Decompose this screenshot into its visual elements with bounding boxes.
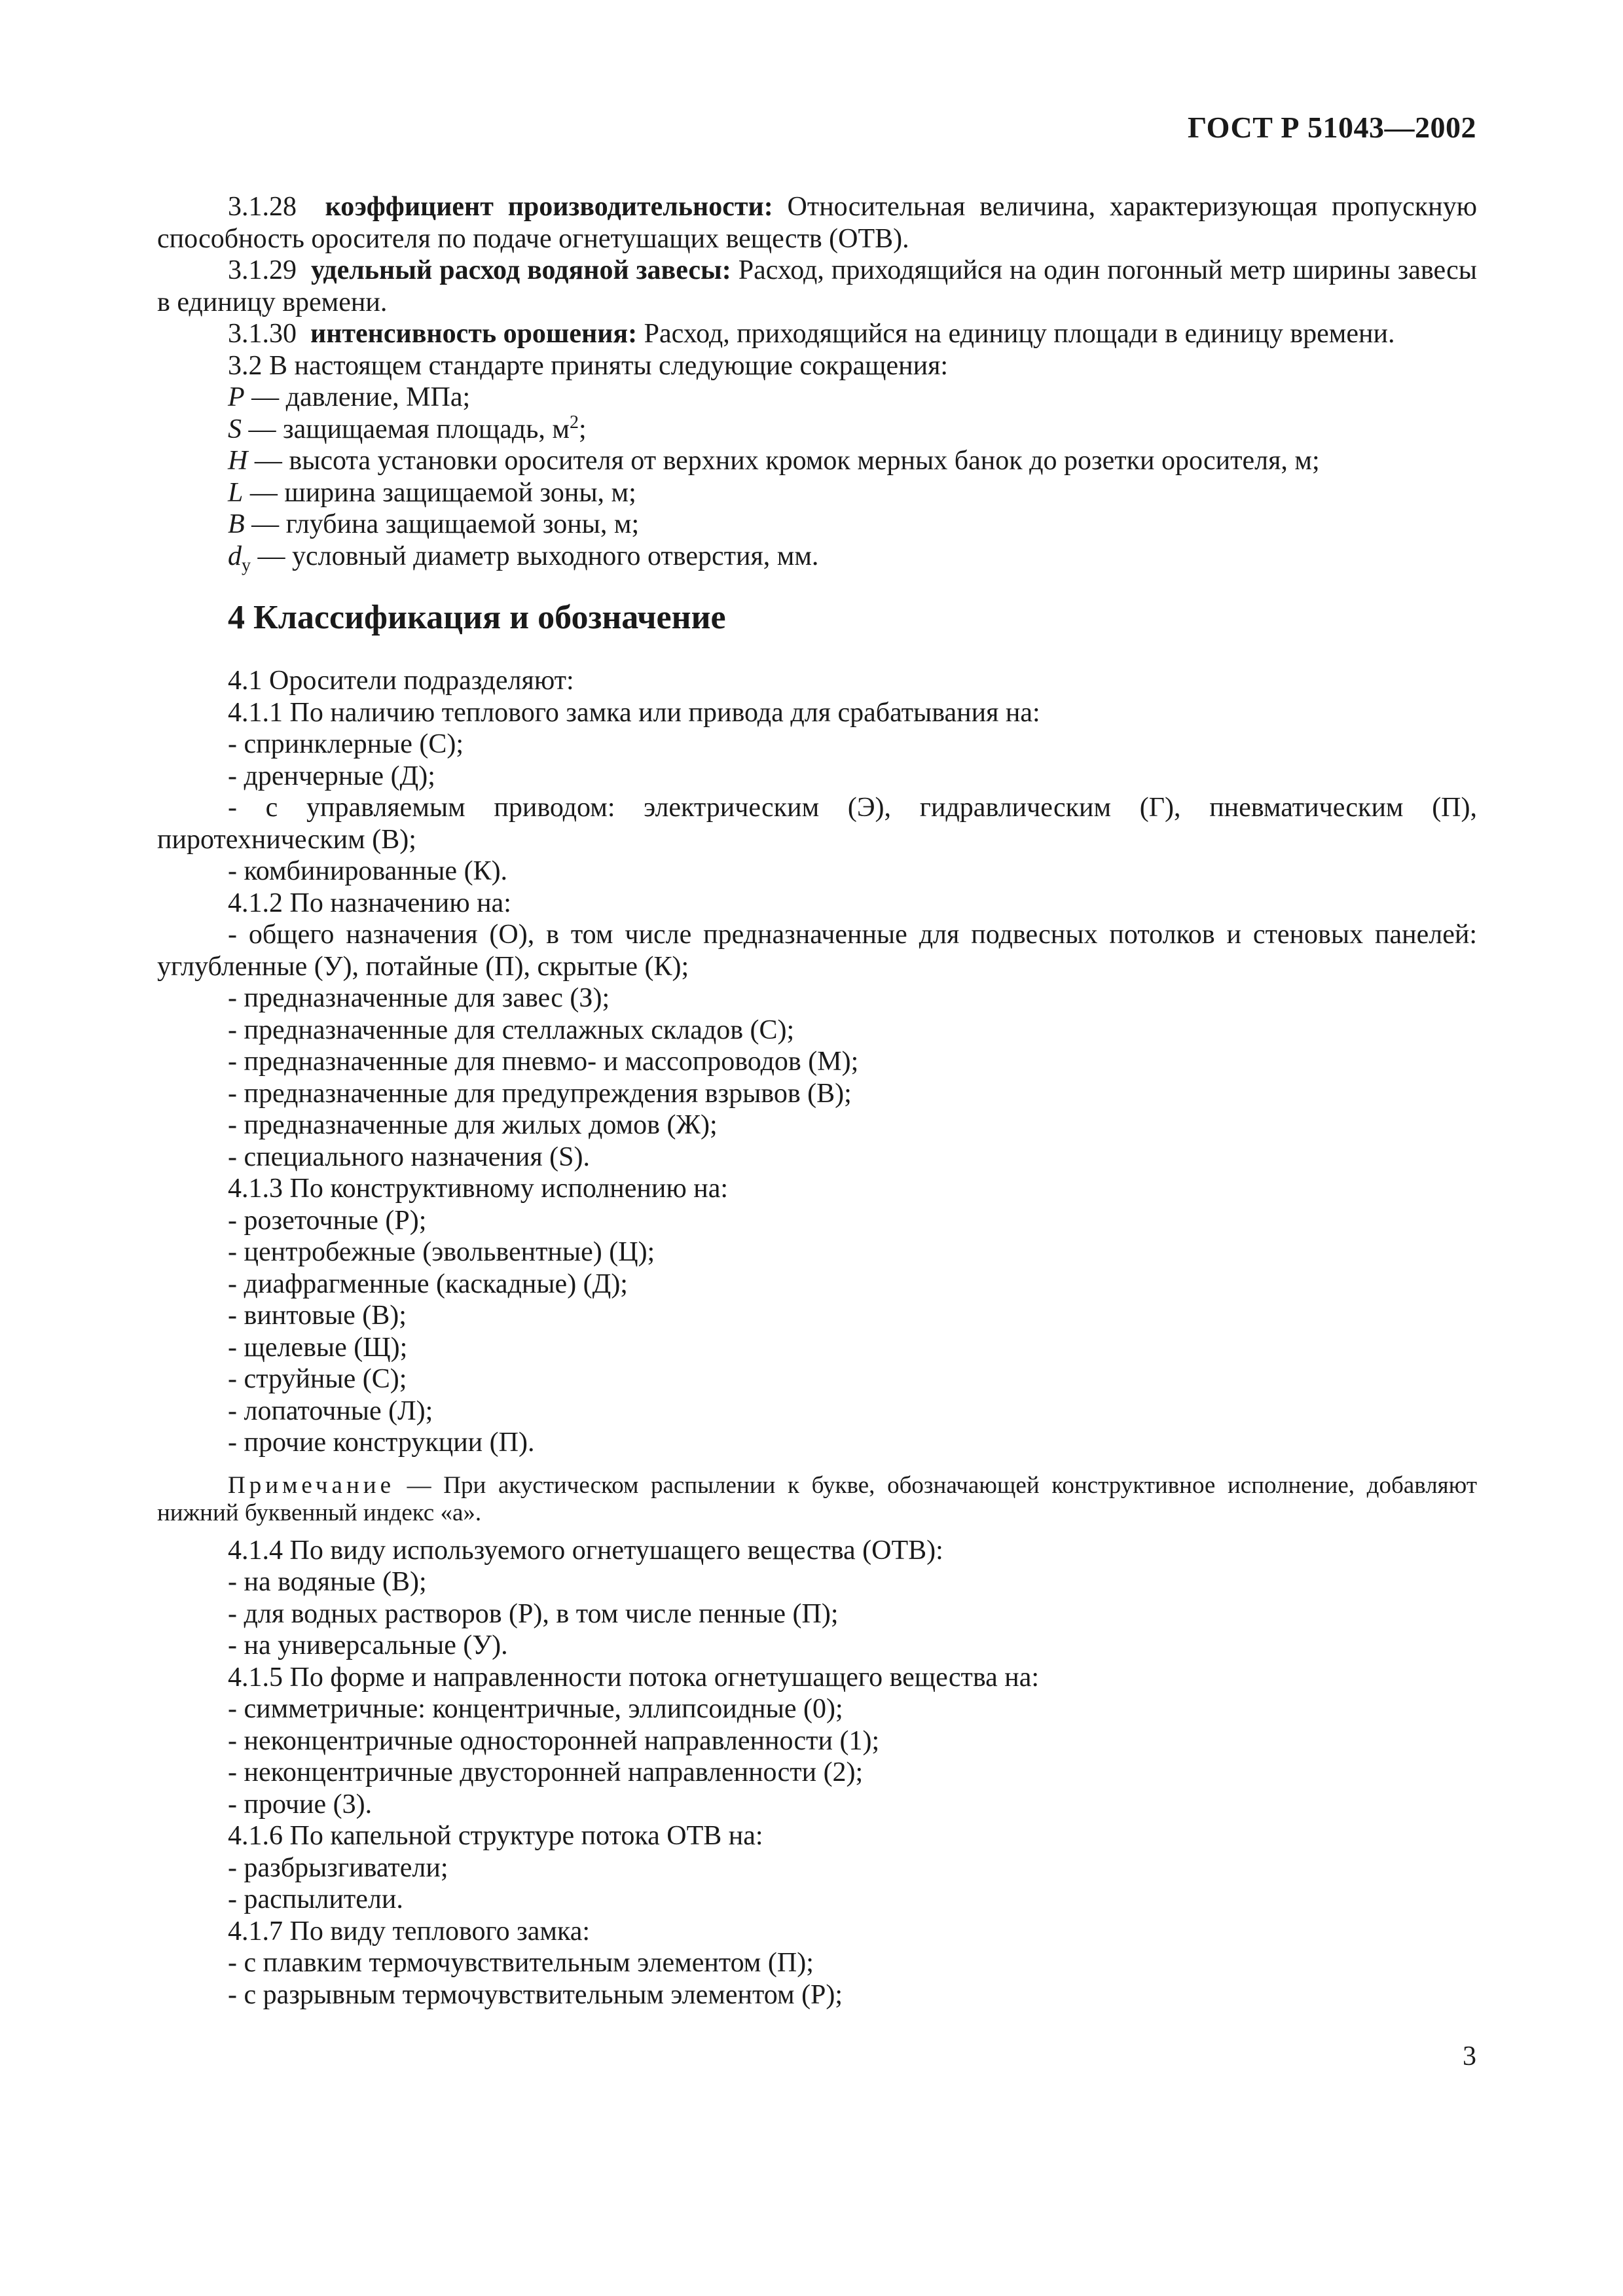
- abbreviation-l: L — ширина защищаемой зоны, м;: [228, 477, 636, 508]
- note: [157, 1472, 1477, 1527]
- list-item: - неконцентричные двусторонней направленности (2);: [228, 1757, 864, 1787]
- list-item: - предназначенные для предупреждения взрывов (В);: [228, 1078, 852, 1109]
- list-item: - винтовые (В);: [228, 1300, 407, 1331]
- list-item: - на водяные (В);: [228, 1567, 427, 1597]
- abbreviation-b: B — глубина защищаемой зоны, м;: [228, 509, 640, 539]
- abbreviation-h: H — высота установки оросителя от верхних кромок мерных банок до розетки оросителя, м;: [228, 446, 1320, 476]
- list-item: - специального назначения (S).: [228, 1141, 590, 1172]
- list-item: - струйные (С);: [228, 1364, 407, 1394]
- list-item: - неконцентричные односторонней направленности (1);: [228, 1725, 880, 1756]
- note-text: — При акустическом распылении к букве, обозначающей конструктивное исполнение, добавляют нижний буквенный индекс «а».: [157, 1471, 1477, 1526]
- list-item: - для водных растворов (Р), в том числе пенные (П);: [228, 1598, 839, 1629]
- list-item: - симметричные: концентричные, эллипсоидные (0);: [228, 1694, 843, 1724]
- standard-header: ГОСТ Р 51043—2002: [1188, 111, 1476, 144]
- abbreviations-intro: 3.2 В настоящем стандарте приняты следующие сокращения:: [228, 350, 949, 381]
- list-item: - розеточные (Р);: [228, 1205, 427, 1236]
- clause-4-1-7: 4.1.7 По виду теплового замка:: [228, 1916, 591, 1946]
- list-item: - прочие конструкции (П).: [228, 1427, 535, 1458]
- page-number: 3: [1463, 2041, 1476, 2072]
- list-item: - предназначенные для завес (З);: [228, 983, 610, 1013]
- clause-4-1-2: 4.1.2 По назначению на:: [228, 888, 511, 918]
- section-heading: 4 Классификация и обозначение: [228, 599, 726, 636]
- note-label: Примечание: [228, 1471, 395, 1499]
- list-item: - с управляемым приводом: электрическим (Э), гидравлическим (Г), пневматическим (П), пиротехническим (В);: [157, 793, 1477, 855]
- clause-4-1-4: 4.1.4 По виду используемого огнетушащего вещества (ОТВ):: [228, 1535, 943, 1566]
- list-item: - дренчерные (Д);: [228, 761, 435, 791]
- list-item: - прочие (3).: [228, 1789, 373, 1820]
- clause-4-1-1: 4.1.1 По наличию теплового замка или привода для срабатывания на:: [228, 697, 1040, 728]
- clause-4-1: 4.1 Оросители подразделяют:: [228, 666, 574, 696]
- list-item: - предназначенные для жилых домов (Ж);: [228, 1110, 718, 1140]
- list-item: - на универсальные (У).: [228, 1630, 508, 1660]
- list-item: - разбрызгиватели;: [228, 1852, 448, 1883]
- abbreviation-s: S — защищаемая площадь, $м^2$;: [228, 412, 587, 444]
- list-item: - щелевые (Щ);: [228, 1332, 408, 1363]
- list-item: - центробежные (эвольвентные) (Ц);: [228, 1237, 655, 1267]
- clause-4-1-6: 4.1.6 По капельной структуре потока ОТВ на:: [228, 1821, 763, 1851]
- list-item: - общего назначения (О), в том числе предназначенные для подвесных потолков и стеновых панелей: углубленные (У), потайные (П), скрытые (К);: [157, 920, 1477, 982]
- definition-3-1-29: 3.1.29 удельный расход водяной завесы: Расход, приходящийся на один погонный метр ширины завесы в единицу времени.: [157, 255, 1477, 317]
- list-item: - с разрывным термочувствительным элементом (Р);: [228, 1979, 843, 2010]
- list-item: - с плавким термочувствительным элементом (П);: [228, 1948, 814, 1978]
- clause-4-1-3: 4.1.3 По конструктивному исполнению на:: [228, 1174, 729, 1204]
- definition-3-1-30: 3.1.30 интенсивность орошения: Расход, приходящийся на единицу площади в единицу времени.: [228, 319, 1395, 349]
- list-item: - распылители.: [228, 1884, 403, 1914]
- document-body: [157, 191, 1477, 2011]
- list-item: - диафрагменные (каскадные) (Д);: [228, 1268, 628, 1299]
- clause-4-1-5: 4.1.5 По форме и направленности потока огнетушащего вещества на:: [228, 1662, 1040, 1693]
- list-item: - лопаточные (Л);: [228, 1395, 433, 1426]
- list-item: - спринклерные (С);: [228, 729, 464, 759]
- list-item: - комбинированные (К).: [228, 856, 508, 886]
- list-item: - предназначенные для стеллажных складов (С);: [228, 1014, 795, 1045]
- list-item: - предназначенные для пневмо- и массопроводов (М);: [228, 1047, 859, 1077]
- abbreviation-dy: $d_у$ — условный диаметр выходного отверстия, мм.: [228, 541, 819, 575]
- abbreviation-p: P — давление, МПа;: [228, 382, 471, 412]
- definition-3-1-28: 3.1.28 коэффициент производительности: Относительная величина, характеризующая пропускную способность оросителя по подаче огнетушащих веществ (ОТВ).: [157, 192, 1478, 254]
